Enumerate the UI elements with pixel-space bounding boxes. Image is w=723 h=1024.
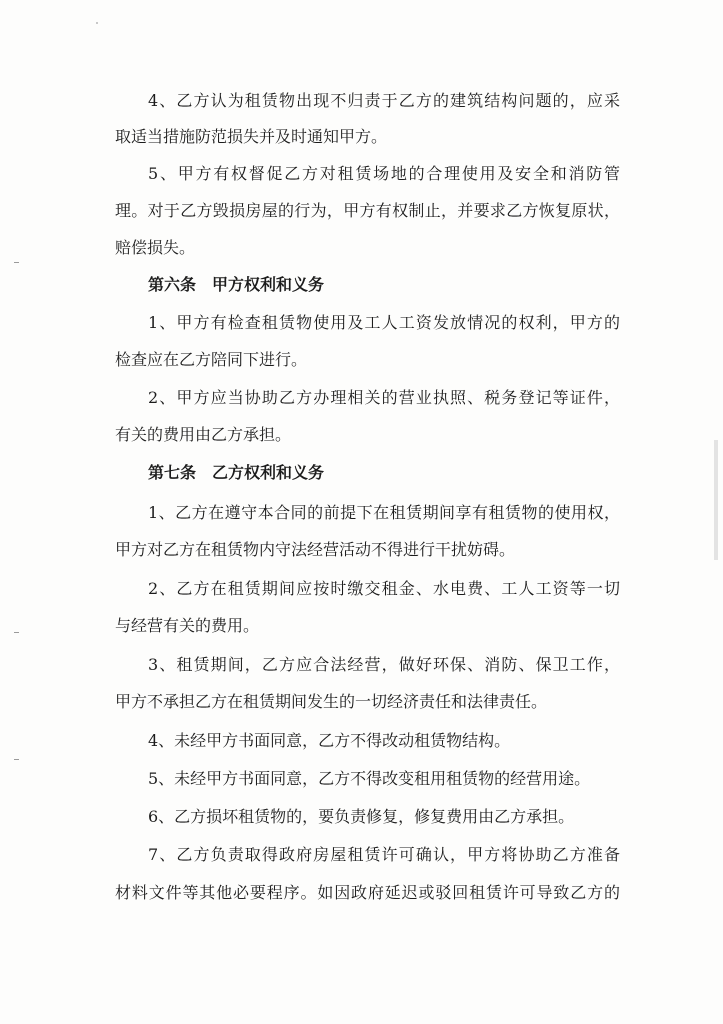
article-7-clause-3-line-2: 甲方不承担乙方在租赁期间发生的一切经济责任和法律责任。	[115, 692, 548, 711]
article-7-clause-7-line-2: 材料文件等其他必要程序。如因政府延迟或驳回租赁许可导致乙方的	[115, 883, 620, 902]
scan-edge-shadow	[714, 440, 718, 560]
article-7-clause-2-line-2: 与经营有关的费用。	[115, 616, 260, 635]
paragraph-4-line-1: 4、乙方认为租赁物出现不归责于乙方的建筑结构问题的，应采	[148, 91, 620, 110]
scan-margin-mark	[14, 759, 19, 760]
article-7-clause-3-line-1: 3、租赁期间，乙方应合法经营，做好环保、消防、保卫工作，	[148, 655, 620, 674]
article-7-heading: 第七条 乙方权利和义务	[148, 463, 325, 482]
scan-speck	[96, 22, 98, 24]
scan-margin-mark	[14, 262, 19, 263]
paragraph-5-line-1: 5、甲方有权督促乙方对租赁场地的合理使用及安全和消防管	[148, 164, 620, 183]
article-7-clause-6: 6、乙方损坏租赁物的，要负责修复，修复费用由乙方承担。	[148, 807, 575, 826]
article-6-clause-2-line-2: 有关的费用由乙方承担。	[115, 425, 292, 444]
article-7-clause-4: 4、未经甲方书面同意，乙方不得改动租赁物结构。	[148, 731, 511, 750]
article-7-clause-5: 5、未经甲方书面同意，乙方不得改变租用租赁物的经营用途。	[148, 769, 591, 788]
article-6-clause-1-line-1: 1、甲方有检查租赁物使用及工人工资发放情况的权利，甲方的	[148, 313, 620, 332]
article-6-clause-2-line-1: 2、甲方应当协助乙方办理相关的营业执照、税务登记等证件，	[148, 388, 620, 407]
paragraph-5-line-3: 赔偿损失。	[115, 238, 196, 257]
article-7-clause-7-line-1: 7、乙方负责取得政府房屋租赁许可确认，甲方将协助乙方准备	[148, 845, 620, 864]
article-6-heading: 第六条 甲方权利和义务	[148, 275, 325, 294]
scan-margin-mark	[14, 632, 19, 633]
article-7-clause-2-line-1: 2、乙方在租赁期间应按时缴交租金、水电费、工人工资等一切	[148, 579, 620, 598]
paragraph-5-line-2: 理。对于乙方毁损房屋的行为，甲方有权制止，并要求乙方恢复原状，	[115, 201, 620, 220]
article-7-clause-1-line-1: 1、乙方在遵守本合同的前提下在租赁期间享有租赁物的使用权，	[148, 503, 620, 522]
article-6-clause-1-line-2: 检查应在乙方陪同下进行。	[115, 350, 308, 369]
article-7-clause-1-line-2: 甲方对乙方在租赁物内守法经营活动不得进行干扰妨碍。	[115, 540, 516, 559]
paragraph-4-line-2: 取适当措施防范损失并及时通知甲方。	[115, 127, 388, 146]
